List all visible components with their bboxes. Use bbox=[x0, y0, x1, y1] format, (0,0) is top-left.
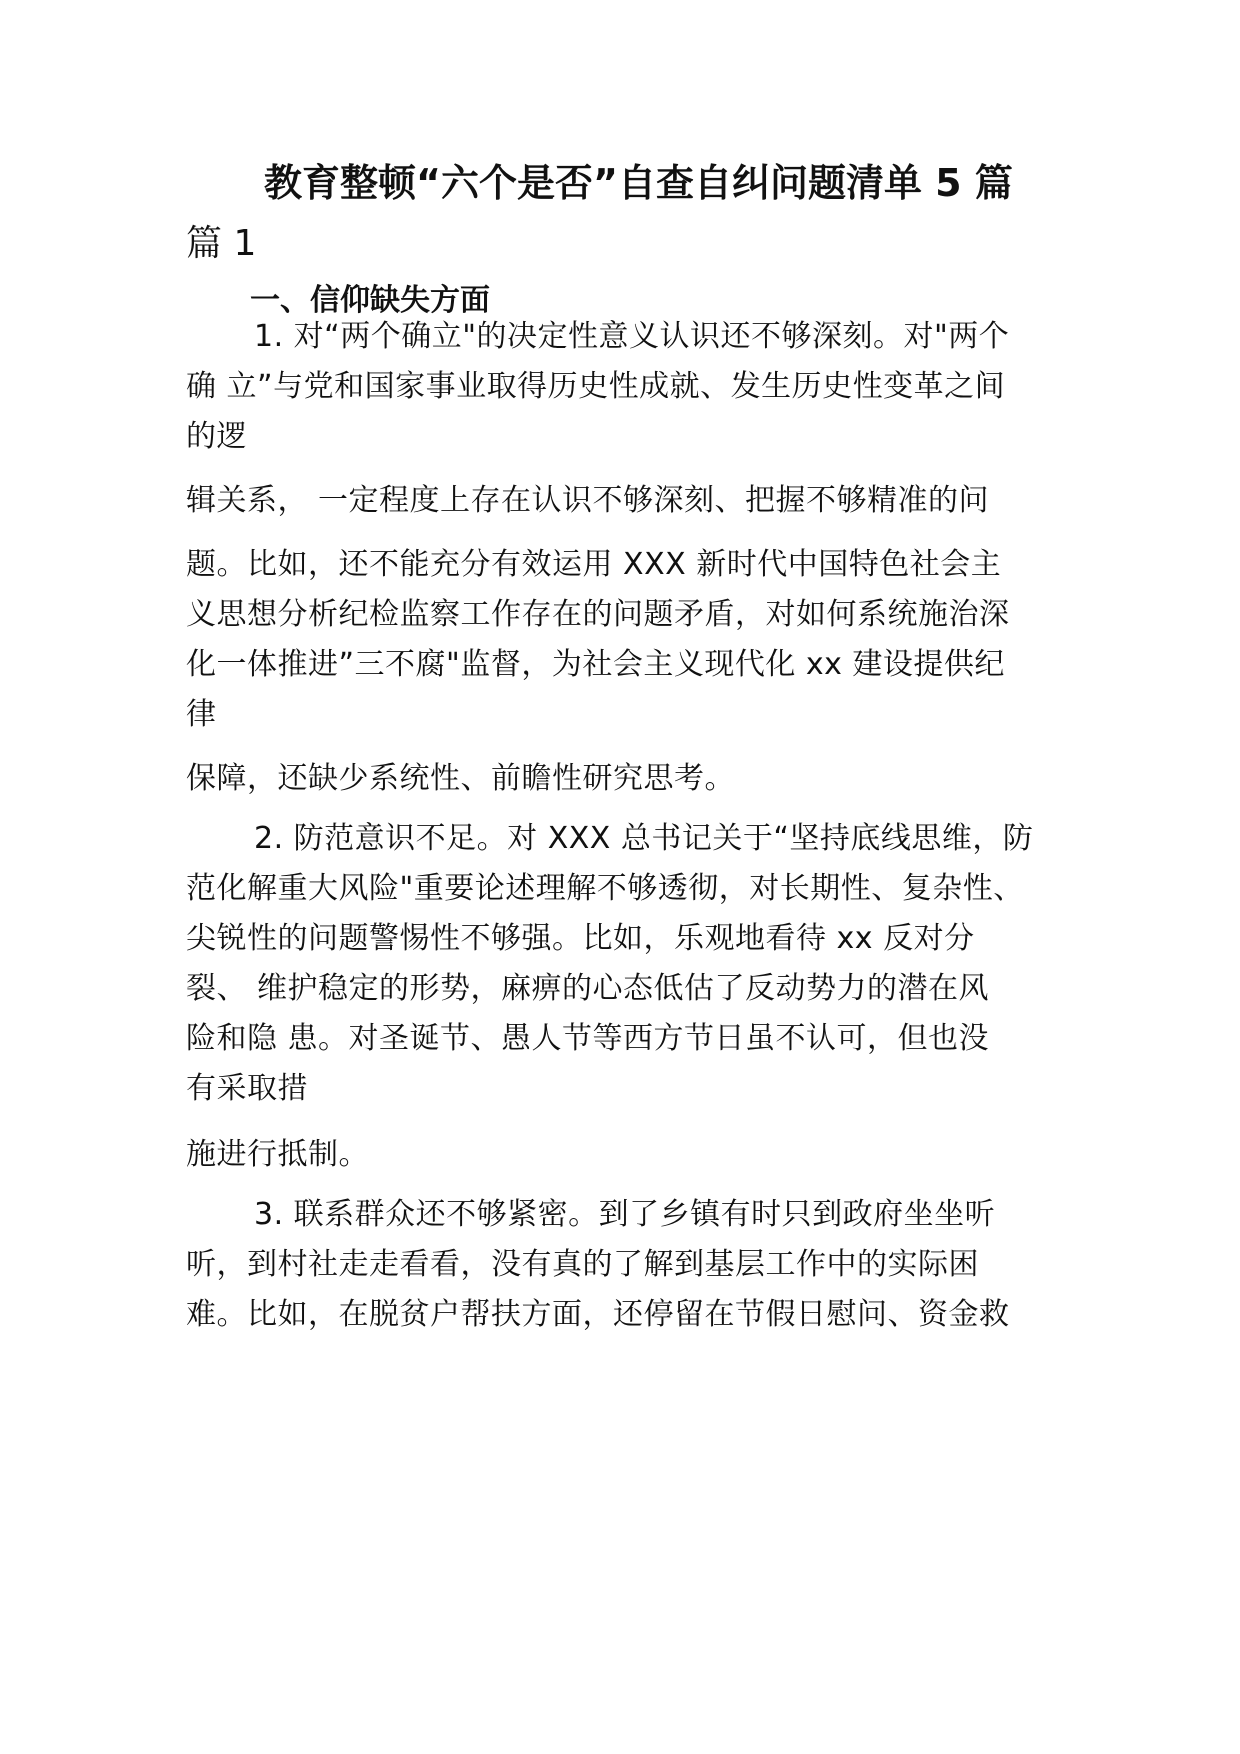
document-title: 教育整顿“六个是否”自查自纠问题清单 5 篇 bbox=[264, 161, 1013, 205]
paragraph-line: 义思想分析纪检监察工作存在的问题矛盾，对如何系统施治深 bbox=[186, 597, 1010, 632]
paragraph-line: 尖锐性的问题警惕性不够强。比如，乐观地看待 xx 反对分 bbox=[186, 921, 975, 956]
paragraph-line: 2. 防范意识不足。对 XXX 总书记关于“坚持底线思维，防 bbox=[254, 821, 1034, 856]
paragraph-line: 听，到村社走走看看，没有真的了解到基层工作中的实际困 bbox=[186, 1247, 979, 1282]
paragraph-line: 的逻 bbox=[186, 419, 247, 454]
piece-label: 篇 1 bbox=[186, 223, 257, 264]
paragraph-line: 题。比如，还不能充分有效运用 XXX 新时代中国特色社会主 bbox=[186, 547, 1002, 582]
paragraph-line: 范化解重大风险"重要论述理解不够透彻，对长期性、复杂性、 bbox=[186, 871, 1024, 906]
paragraph-line: 确 立”与党和国家事业取得历史性成就、发生历史性变革之间 bbox=[186, 369, 1006, 404]
section-heading: 一、信仰缺失方面 bbox=[250, 283, 490, 318]
paragraph-line: 辑关系， 一定程度上存在认识不够深刻、把握不够精准的问 bbox=[186, 483, 990, 518]
paragraph-line: 施进行抵制。 bbox=[186, 1137, 369, 1172]
paragraph-line: 1. 对“两个确立"的决定性意义认识还不够深刻。对"两个 bbox=[254, 319, 1010, 354]
paragraph-line: 有采取措 bbox=[186, 1071, 308, 1106]
paragraph-line: 难。比如，在脱贫户帮扶方面，还停留在节假日慰问、资金救 bbox=[186, 1297, 1010, 1332]
paragraph-line: 化一体推进”三不腐"监督，为社会主义现代化 xx 建设提供纪 bbox=[186, 647, 1005, 682]
paragraph-line: 保障，还缺少系统性、前瞻性研究思考。 bbox=[186, 761, 735, 796]
paragraph-line: 裂、 维护稳定的形势，麻痹的心态低估了反动势力的潜在风 bbox=[186, 971, 990, 1006]
paragraph-line: 险和隐 患。对圣诞节、愚人节等西方节日虽不认可，但也没 bbox=[186, 1021, 990, 1056]
paragraph-line: 律 bbox=[186, 697, 217, 732]
paragraph-line: 3. 联系群众还不够紧密。到了乡镇有时只到政府坐坐听 bbox=[254, 1197, 996, 1232]
